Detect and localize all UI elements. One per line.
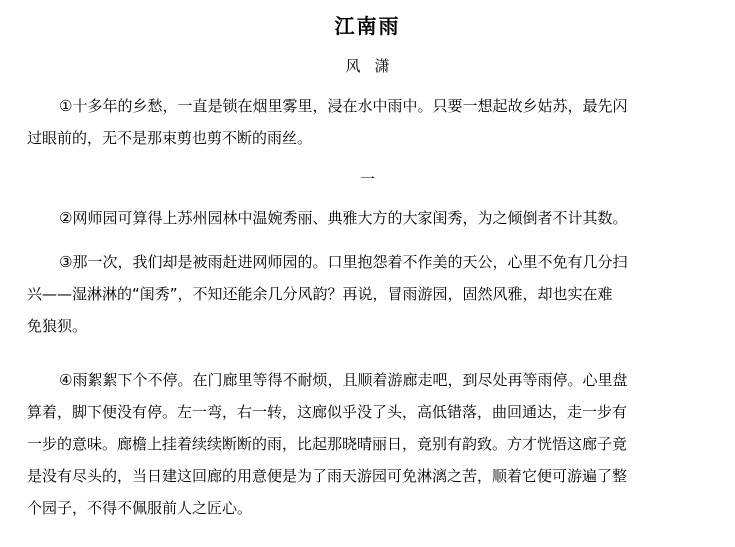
paragraph-line: ③那一次，我们却是被雨赶进网师园的。口里抱怨着不作美的天公，心里不免有几分扫 (59, 253, 628, 271)
paragraph-3 (27, 246, 727, 342)
paragraph-line: ②网师园可算得上苏州园林中温婉秀丽、典雅大方的大家闺秀，为之倾倒者不计其数。 (59, 209, 628, 227)
paragraph-line: 算着，脚下便没有停。左一弯，右一转，这廊似乎没了头，高低错落，曲回通达，走一步有 (27, 403, 628, 421)
paragraph-line: 兴——湿淋淋的“闺秀”，不知还能余几分风韵？再说，冒雨游园，固然风雅，却也实在难 (27, 285, 613, 303)
paragraph-line: 免狼狈。 (27, 317, 88, 335)
paragraph-1 (27, 90, 727, 154)
paragraph-line: ④雨絮絮下个不停。在门廊里等得不耐烦，且顺着游廊走吧，到尽处再等雨停。心里盘 (59, 371, 628, 389)
article-title: 江南雨 (334, 14, 401, 38)
section-number: 一 (359, 170, 375, 188)
paragraph-line: 过眼前的，无不是那束剪也剪不断的雨丝。 (27, 129, 313, 147)
paragraph-line: ①十多年的乡愁，一直是锁在烟里雾里，浸在水中雨中。只要一想起故乡姑苏，最先闪 (59, 97, 628, 115)
paragraph-2 (27, 202, 727, 234)
paragraph-line: 是没有尽头的，当日建这回廊的用意便是为了雨天游园可免淋漓之苦，顺着它便可游遍了整 (27, 467, 628, 485)
author-name-part: 风 (345, 57, 361, 75)
paragraph-4 (27, 364, 727, 524)
paragraph-line: 一步的意味。廊檐上挂着续续断断的雨，比起那晓晴丽日，竟别有韵致。方才恍悟这廊子竟 (27, 435, 628, 453)
paragraph-line: 个园子，不得不佩服前人之匠心。 (27, 499, 253, 517)
author-name (0, 54, 735, 78)
author-name-part: 潇 (374, 57, 390, 75)
